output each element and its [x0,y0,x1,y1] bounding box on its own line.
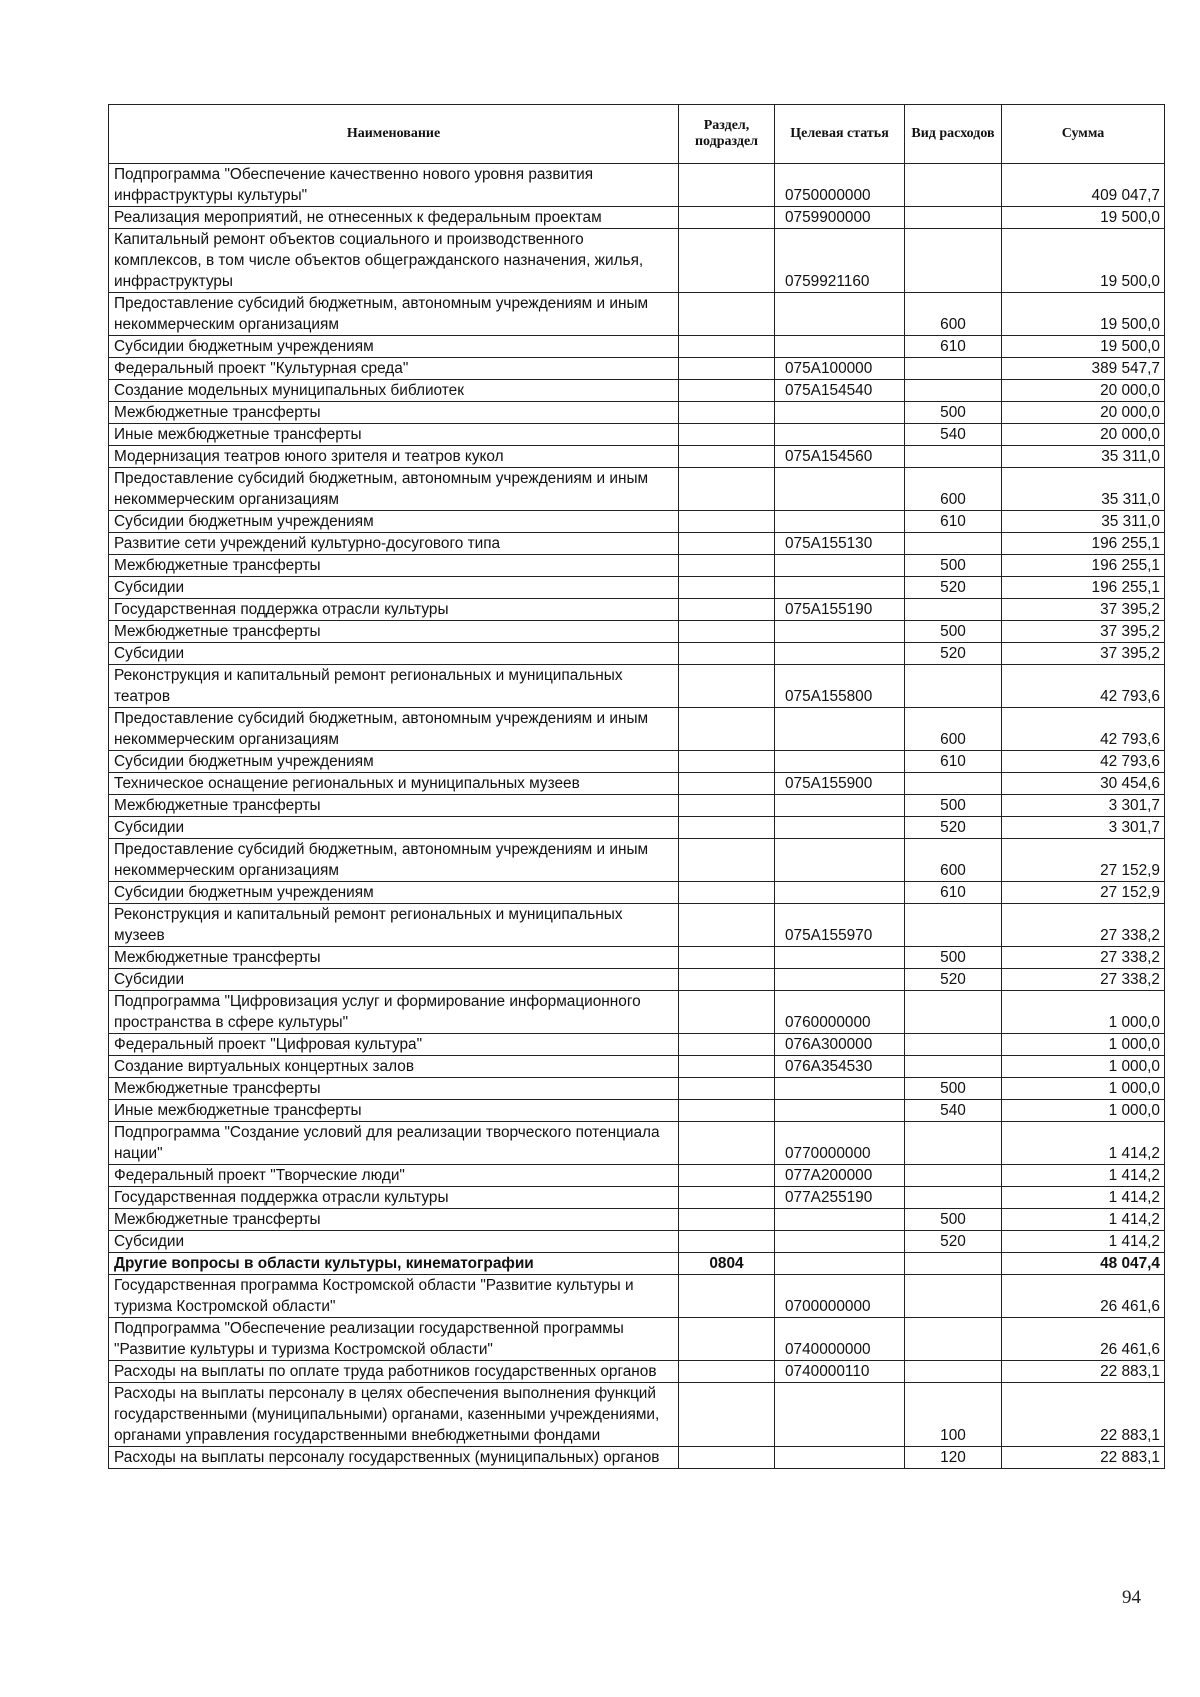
table-row [109,751,1165,773]
cell-target-article: 075А154540 [775,380,905,402]
cell-target-article: 0740000000 [775,1318,905,1361]
cell-sum: 1 414,2 [1002,1209,1165,1231]
cell-target-article [775,577,905,599]
cell-target-article: 077А200000 [775,1165,905,1187]
table-row [109,164,1165,207]
table-row [109,795,1165,817]
cell-expense-kind: 500 [905,1078,1002,1100]
cell-expense-kind: 610 [905,751,1002,773]
table-row [109,533,1165,555]
table-row [109,577,1165,599]
cell-sum: 20 000,0 [1002,402,1165,424]
cell-section [679,751,775,773]
cell-name: Иные межбюджетные трансферты [109,1100,679,1122]
cell-expense-kind: 120 [905,1447,1002,1469]
cell-name: Государственная поддержка отрасли культуры [109,599,679,621]
cell-section [679,817,775,839]
cell-expense-kind [905,1187,1002,1209]
cell-expense-kind: 610 [905,511,1002,533]
cell-target-article [775,643,905,665]
cell-expense-kind [905,446,1002,468]
table-row [109,1078,1165,1100]
cell-target-article [775,817,905,839]
cell-sum: 42 793,6 [1002,665,1165,708]
cell-name: Реализация мероприятий, не отнесенных к федеральным проектам [109,207,679,229]
cell-section: 0804 [679,1253,775,1275]
cell-expense-kind [905,773,1002,795]
cell-sum: 30 454,6 [1002,773,1165,795]
cell-name: Капитальный ремонт объектов социального и производственного комплексов, в том числе объектов общегражданского назначения, жилья, инфраструктуры [109,229,679,293]
table-row [109,1165,1165,1187]
table-row [109,991,1165,1034]
cell-sum: 22 883,1 [1002,1447,1165,1469]
cell-name: Реконструкция и капитальный ремонт региональных и муниципальных театров [109,665,679,708]
table-header-row [109,105,1165,164]
cell-name: Межбюджетные трансферты [109,947,679,969]
cell-name: Предоставление субсидий бюджетным, автономным учреждениям и иным некоммерческим организациям [109,468,679,511]
cell-expense-kind: 610 [905,336,1002,358]
cell-expense-kind: 500 [905,795,1002,817]
table-row [109,1231,1165,1253]
cell-section [679,336,775,358]
cell-expense-kind [905,358,1002,380]
cell-expense-kind [905,1165,1002,1187]
cell-target-article [775,1383,905,1447]
cell-name: Расходы на выплаты по оплате труда работников государственных органов [109,1361,679,1383]
table-row [109,1122,1165,1165]
cell-expense-kind: 520 [905,577,1002,599]
cell-target-article: 0700000000 [775,1275,905,1318]
cell-name: Иные межбюджетные трансферты [109,424,679,446]
cell-expense-kind [905,164,1002,207]
cell-sum: 26 461,6 [1002,1318,1165,1361]
cell-target-article: 075А155130 [775,533,905,555]
header-sum: Сумма [1002,105,1165,164]
cell-section [679,969,775,991]
cell-expense-kind: 520 [905,1231,1002,1253]
cell-sum: 3 301,7 [1002,795,1165,817]
cell-name: Межбюджетные трансферты [109,555,679,577]
table-row [109,599,1165,621]
cell-name: Федеральный проект "Цифровая культура" [109,1034,679,1056]
table-row [109,1318,1165,1361]
cell-target-article: 0759921160 [775,229,905,293]
cell-target-article [775,621,905,643]
cell-section [679,424,775,446]
cell-section [679,904,775,947]
cell-section [679,1231,775,1253]
table-row [109,468,1165,511]
cell-section [679,1361,775,1383]
table-row [109,1383,1165,1447]
cell-target-article [775,1100,905,1122]
cell-sum: 1 000,0 [1002,1078,1165,1100]
cell-name: Федеральный проект "Творческие люди" [109,1165,679,1187]
cell-expense-kind: 500 [905,402,1002,424]
cell-expense-kind: 520 [905,817,1002,839]
cell-sum: 42 793,6 [1002,751,1165,773]
cell-sum: 1 000,0 [1002,1034,1165,1056]
cell-section [679,1318,775,1361]
cell-section [679,293,775,336]
cell-target-article: 0760000000 [775,991,905,1034]
cell-target-article: 0770000000 [775,1122,905,1165]
table-row [109,511,1165,533]
cell-name: Субсидии бюджетным учреждениям [109,882,679,904]
cell-section [679,533,775,555]
cell-name: Подпрограмма "Создание условий для реализации творческого потенциала нации" [109,1122,679,1165]
cell-target-article [775,1231,905,1253]
cell-sum: 1 000,0 [1002,991,1165,1034]
cell-section [679,511,775,533]
cell-name: Создание модельных муниципальных библиотек [109,380,679,402]
table-row [109,1275,1165,1318]
cell-name: Другие вопросы в области культуры, кинематографии [109,1253,679,1275]
cell-section [679,1275,775,1318]
cell-sum: 409 047,7 [1002,164,1165,207]
cell-expense-kind [905,991,1002,1034]
cell-name: Техническое оснащение региональных и муниципальных музеев [109,773,679,795]
cell-section [679,1034,775,1056]
table-row [109,708,1165,751]
cell-target-article: 075А155190 [775,599,905,621]
header-name: Наименование [109,105,679,164]
cell-name: Субсидии [109,577,679,599]
cell-target-article [775,468,905,511]
cell-name: Государственная программа Костромской области "Развитие культуры и туризма Костромской области" [109,1275,679,1318]
cell-sum: 27 152,9 [1002,839,1165,882]
cell-target-article [775,947,905,969]
cell-target-article [775,511,905,533]
cell-target-article [775,402,905,424]
cell-sum: 37 395,2 [1002,643,1165,665]
cell-sum: 37 395,2 [1002,621,1165,643]
cell-target-article [775,882,905,904]
table-row [109,229,1165,293]
table-body [109,164,1165,1469]
cell-sum: 3 301,7 [1002,817,1165,839]
table-row [109,402,1165,424]
cell-target-article: 0740000110 [775,1361,905,1383]
cell-name: Подпрограмма "Обеспечение реализации государственной программы "Развитие культуры и туризма Костромской области" [109,1318,679,1361]
cell-target-article [775,708,905,751]
cell-sum: 27 338,2 [1002,969,1165,991]
cell-sum: 1 000,0 [1002,1056,1165,1078]
cell-name: Реконструкция и капитальный ремонт региональных и муниципальных музеев [109,904,679,947]
cell-expense-kind [905,904,1002,947]
cell-expense-kind [905,1361,1002,1383]
cell-expense-kind: 540 [905,1100,1002,1122]
header-section: Раздел, подраздел [679,105,775,164]
cell-target-article: 075А155970 [775,904,905,947]
cell-expense-kind: 540 [905,424,1002,446]
cell-sum: 26 461,6 [1002,1275,1165,1318]
budget-table [108,104,1165,1469]
cell-expense-kind: 600 [905,468,1002,511]
cell-target-article: 0759900000 [775,207,905,229]
cell-expense-kind [905,1122,1002,1165]
cell-sum: 196 255,1 [1002,555,1165,577]
cell-section [679,380,775,402]
cell-name: Предоставление субсидий бюджетным, автономным учреждениям и иным некоммерческим организациям [109,708,679,751]
table-row [109,207,1165,229]
cell-expense-kind: 600 [905,293,1002,336]
cell-section [679,882,775,904]
cell-target-article: 075А155900 [775,773,905,795]
cell-sum: 22 883,1 [1002,1383,1165,1447]
cell-sum: 196 255,1 [1002,533,1165,555]
cell-sum: 42 793,6 [1002,708,1165,751]
cell-section [679,599,775,621]
table-row [109,643,1165,665]
cell-target-article: 075А100000 [775,358,905,380]
table-row [109,1253,1165,1275]
cell-name: Субсидии [109,817,679,839]
cell-expense-kind: 600 [905,839,1002,882]
cell-sum: 1 414,2 [1002,1187,1165,1209]
cell-expense-kind [905,665,1002,708]
table-row [109,1209,1165,1231]
cell-sum: 196 255,1 [1002,577,1165,599]
cell-name: Межбюджетные трансферты [109,402,679,424]
cell-name: Федеральный проект "Культурная среда" [109,358,679,380]
table-row [109,1361,1165,1383]
cell-expense-kind: 500 [905,555,1002,577]
cell-sum: 35 311,0 [1002,511,1165,533]
table-row [109,293,1165,336]
cell-target-article [775,1253,905,1275]
cell-name: Субсидии бюджетным учреждениям [109,336,679,358]
cell-section [679,1165,775,1187]
table-row [109,947,1165,969]
cell-section [679,665,775,708]
cell-expense-kind: 500 [905,947,1002,969]
cell-section [679,839,775,882]
cell-name: Субсидии бюджетным учреждениям [109,511,679,533]
cell-target-article [775,1447,905,1469]
cell-section [679,947,775,969]
table-row [109,1100,1165,1122]
cell-section [679,621,775,643]
cell-name: Межбюджетные трансферты [109,621,679,643]
table-row [109,1447,1165,1469]
cell-expense-kind [905,1318,1002,1361]
cell-sum: 1 414,2 [1002,1122,1165,1165]
cell-sum: 19 500,0 [1002,293,1165,336]
cell-expense-kind [905,207,1002,229]
cell-section [679,358,775,380]
cell-section [679,229,775,293]
header-expense-kind: Вид расходов [905,105,1002,164]
cell-sum: 27 338,2 [1002,947,1165,969]
cell-name: Межбюджетные трансферты [109,795,679,817]
cell-expense-kind [905,229,1002,293]
table-row [109,773,1165,795]
cell-section [679,164,775,207]
table-row [109,336,1165,358]
cell-sum: 1 414,2 [1002,1231,1165,1253]
cell-name: Государственная поддержка отрасли культуры [109,1187,679,1209]
cell-target-article [775,555,905,577]
cell-section [679,1447,775,1469]
cell-target-article [775,1078,905,1100]
table-row [109,424,1165,446]
table-row [109,839,1165,882]
table-row [109,882,1165,904]
cell-expense-kind: 520 [905,643,1002,665]
cell-expense-kind [905,1275,1002,1318]
cell-sum: 1 414,2 [1002,1165,1165,1187]
cell-section [679,468,775,511]
cell-section [679,1209,775,1231]
cell-expense-kind [905,380,1002,402]
table-row [109,1056,1165,1078]
cell-target-article [775,1209,905,1231]
cell-expense-kind: 520 [905,969,1002,991]
cell-sum: 35 311,0 [1002,446,1165,468]
table-row [109,817,1165,839]
table-row [109,358,1165,380]
cell-expense-kind [905,1034,1002,1056]
cell-expense-kind: 100 [905,1383,1002,1447]
cell-sum: 37 395,2 [1002,599,1165,621]
cell-sum: 22 883,1 [1002,1361,1165,1383]
cell-sum: 19 500,0 [1002,336,1165,358]
cell-name: Подпрограмма "Цифровизация услуг и формирование информационного пространства в сфере культуры" [109,991,679,1034]
cell-sum: 389 547,7 [1002,358,1165,380]
cell-section [679,446,775,468]
cell-name: Субсидии [109,969,679,991]
cell-target-article [775,969,905,991]
cell-target-article [775,751,905,773]
cell-sum: 27 152,9 [1002,882,1165,904]
cell-section [679,1100,775,1122]
cell-name: Создание виртуальных концертных залов [109,1056,679,1078]
cell-target-article: 076А354530 [775,1056,905,1078]
cell-expense-kind: 500 [905,621,1002,643]
cell-section [679,1187,775,1209]
cell-target-article [775,424,905,446]
table-row [109,555,1165,577]
cell-section [679,207,775,229]
cell-section [679,577,775,599]
cell-name: Расходы на выплаты персоналу государственных (муниципальных) органов [109,1447,679,1469]
cell-sum: 19 500,0 [1002,229,1165,293]
header-target-article: Целевая статья [775,105,905,164]
cell-section [679,1122,775,1165]
cell-section [679,1078,775,1100]
cell-sum: 27 338,2 [1002,904,1165,947]
cell-expense-kind [905,599,1002,621]
table-row [109,380,1165,402]
cell-target-article [775,293,905,336]
cell-section [679,773,775,795]
cell-name: Подпрограмма "Обеспечение качественно нового уровня развития инфраструктуры культуры" [109,164,679,207]
cell-name: Межбюджетные трансферты [109,1209,679,1231]
cell-target-article: 077А255190 [775,1187,905,1209]
page-number: 94 [1122,1587,1141,1608]
cell-section [679,1056,775,1078]
cell-sum: 20 000,0 [1002,380,1165,402]
table-row [109,446,1165,468]
cell-name: Субсидии бюджетным учреждениям [109,751,679,773]
cell-sum: 19 500,0 [1002,207,1165,229]
table-row [109,621,1165,643]
cell-name: Развитие сети учреждений культурно-досугового типа [109,533,679,555]
cell-name: Межбюджетные трансферты [109,1078,679,1100]
cell-expense-kind: 610 [905,882,1002,904]
cell-name: Расходы на выплаты персоналу в целях обеспечения выполнения функций государственными (муниципальными) органами, казенными учреждениями, органами управления государственными внебюджетными фондами [109,1383,679,1447]
table-row [109,969,1165,991]
cell-section [679,555,775,577]
cell-section [679,991,775,1034]
cell-target-article: 0750000000 [775,164,905,207]
cell-expense-kind [905,533,1002,555]
cell-expense-kind: 500 [905,1209,1002,1231]
cell-target-article: 076А300000 [775,1034,905,1056]
cell-name: Субсидии [109,1231,679,1253]
table-row [109,904,1165,947]
cell-sum: 48 047,4 [1002,1253,1165,1275]
cell-target-article: 075А155800 [775,665,905,708]
cell-sum: 1 000,0 [1002,1100,1165,1122]
cell-name: Предоставление субсидий бюджетным, автономным учреждениям и иным некоммерческим организациям [109,293,679,336]
table-row [109,1034,1165,1056]
cell-section [679,643,775,665]
cell-name: Субсидии [109,643,679,665]
cell-name: Предоставление субсидий бюджетным, автономным учреждениям и иным некоммерческим организациям [109,839,679,882]
cell-sum: 20 000,0 [1002,424,1165,446]
cell-section [679,795,775,817]
cell-target-article [775,839,905,882]
cell-sum: 35 311,0 [1002,468,1165,511]
cell-section [679,708,775,751]
cell-target-article [775,336,905,358]
cell-name: Модернизация театров юного зрителя и театров кукол [109,446,679,468]
cell-section [679,1383,775,1447]
cell-target-article [775,795,905,817]
cell-section [679,402,775,424]
cell-target-article: 075А154560 [775,446,905,468]
cell-expense-kind: 600 [905,708,1002,751]
table-row [109,1187,1165,1209]
table-row [109,665,1165,708]
cell-expense-kind [905,1253,1002,1275]
cell-expense-kind [905,1056,1002,1078]
